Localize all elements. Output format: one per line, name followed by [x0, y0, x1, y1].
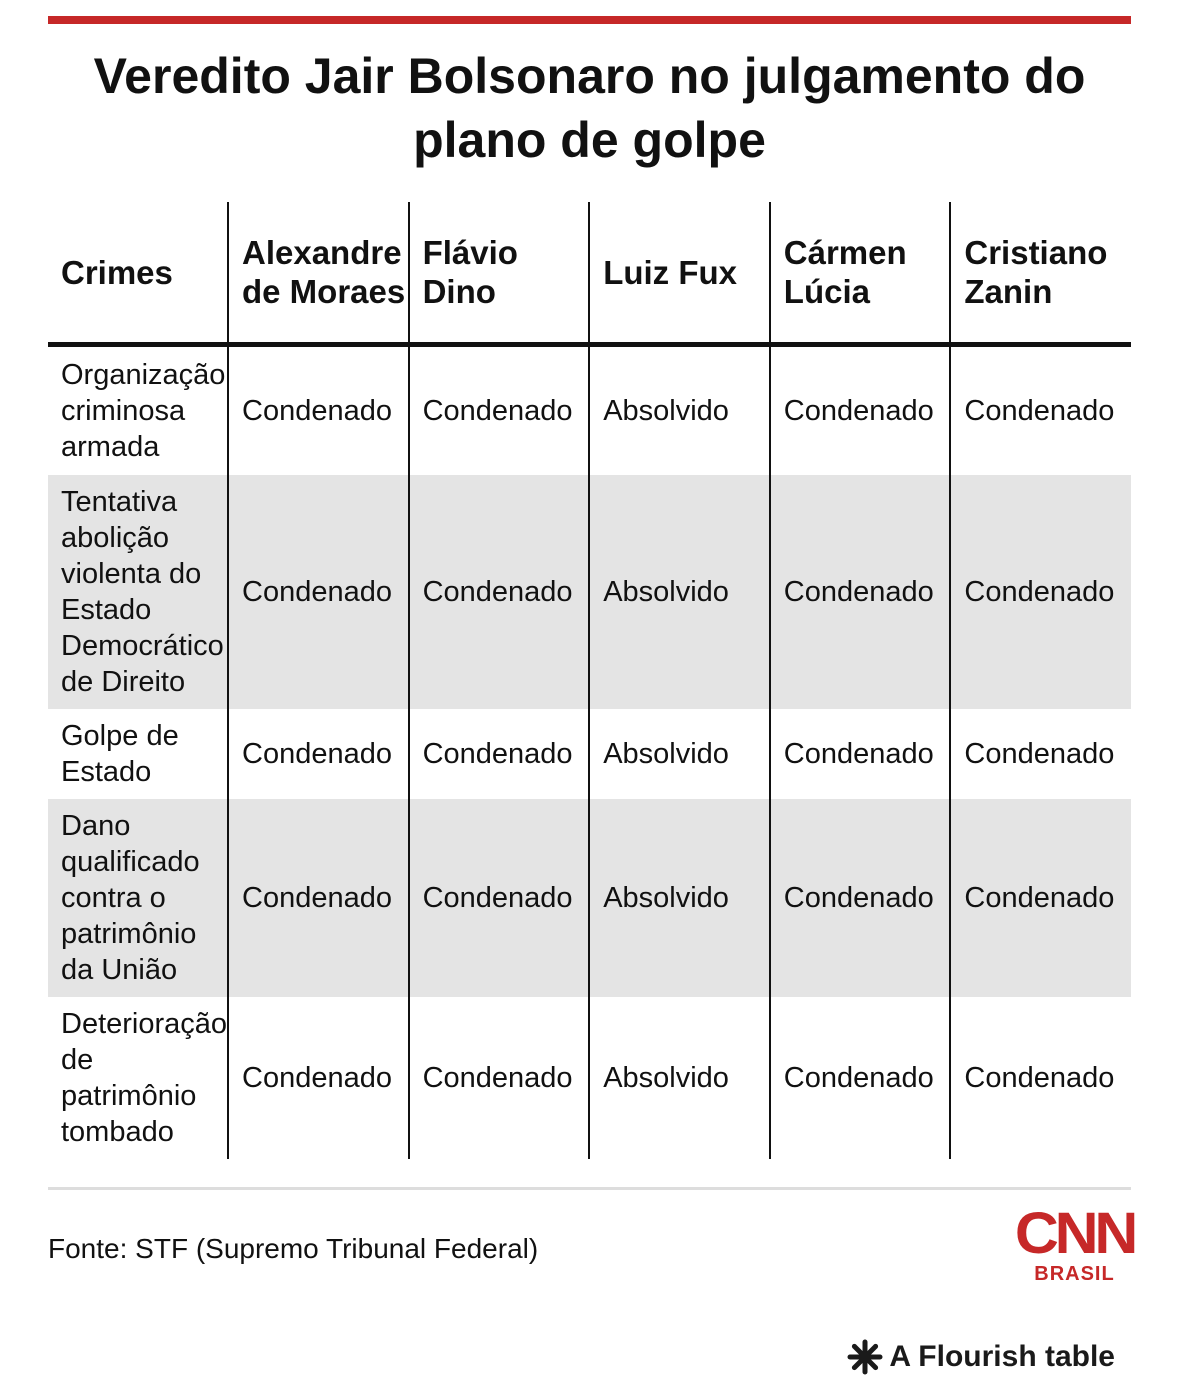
verdict-cell: Condenado [228, 345, 409, 475]
table-body [48, 345, 1131, 1159]
verdict-cell: Absolvido [589, 475, 770, 709]
flourish-credit-label: A Flourish table [889, 1340, 1115, 1373]
verdict-cell: Condenado [409, 799, 590, 997]
crime-cell: Deterioração de patrimônio tombado [61, 1007, 228, 1148]
table-row [48, 709, 1131, 799]
verdict-cell: Condenado [770, 345, 951, 475]
column-header-judge: Flávio Dino [409, 202, 590, 345]
verdict-cell: Condenado [950, 709, 1131, 799]
verdict-cell: Condenado [950, 475, 1131, 709]
source-note: Fonte: STF (Supremo Tribunal Federal) [48, 1233, 539, 1264]
verdict-cell: Absolvido [589, 345, 770, 475]
verdict-cell: Condenado [409, 345, 590, 475]
verdict-cell: Condenado [770, 799, 951, 997]
top-accent-rule [48, 16, 1131, 24]
column-header-judge: Alexandre de Moraes [228, 202, 409, 345]
verdict-table [48, 202, 1131, 1159]
logo-word: CNN [1014, 1201, 1135, 1266]
verdict-cell: Condenado [228, 799, 409, 997]
verdict-cell: Absolvido [589, 709, 770, 799]
verdict-cell: Condenado [950, 997, 1131, 1159]
table-header-row [48, 202, 1131, 345]
verdict-table-container [48, 202, 1131, 1159]
chart-title: Veredito Jair Bolsonaro no julgamento do plano de golpe [93, 48, 1086, 168]
flourish-credit[interactable] [847, 1339, 1115, 1375]
verdict-cell: Condenado [770, 475, 951, 709]
verdict-cell: Condenado [228, 709, 409, 799]
column-header-judge: Cármen Lúcia [770, 202, 951, 345]
verdict-cell: Condenado [409, 709, 590, 799]
crime-cell: Golpe de Estado [61, 719, 179, 788]
cnn-brasil-logo [1014, 1201, 1135, 1288]
verdict-cell: Condenado [950, 345, 1131, 475]
verdict-cell: Condenado [770, 709, 951, 799]
verdict-cell: Condenado [228, 997, 409, 1159]
table-row [48, 799, 1131, 997]
table-row [48, 997, 1131, 1159]
column-header-judge: Luiz Fux [589, 202, 770, 345]
column-header-judge: Cristiano Zanin [950, 202, 1131, 345]
logo-sub: BRASIL [1034, 1263, 1115, 1285]
table-row [48, 345, 1131, 475]
footer-divider [48, 1187, 1131, 1190]
verdict-cell: Condenado [950, 799, 1131, 997]
crime-cell: Tentativa abolição violenta do Estado Democrático de Direito [48, 475, 228, 709]
verdict-cell: Absolvido [589, 799, 770, 997]
crime-cell: Dano qualificado contra o patrimônio da União [48, 799, 228, 997]
table-row [48, 475, 1131, 709]
verdict-cell: Condenado [409, 997, 590, 1159]
verdict-cell: Condenado [409, 475, 590, 709]
asterisk-star-icon [847, 1339, 883, 1375]
crime-cell: Organização criminosa armada [61, 358, 226, 463]
verdict-cell: Absolvido [589, 997, 770, 1159]
column-header-crimes: Crimes [48, 202, 228, 345]
verdict-cell: Condenado [228, 475, 409, 709]
verdict-cell: Condenado [770, 997, 951, 1159]
